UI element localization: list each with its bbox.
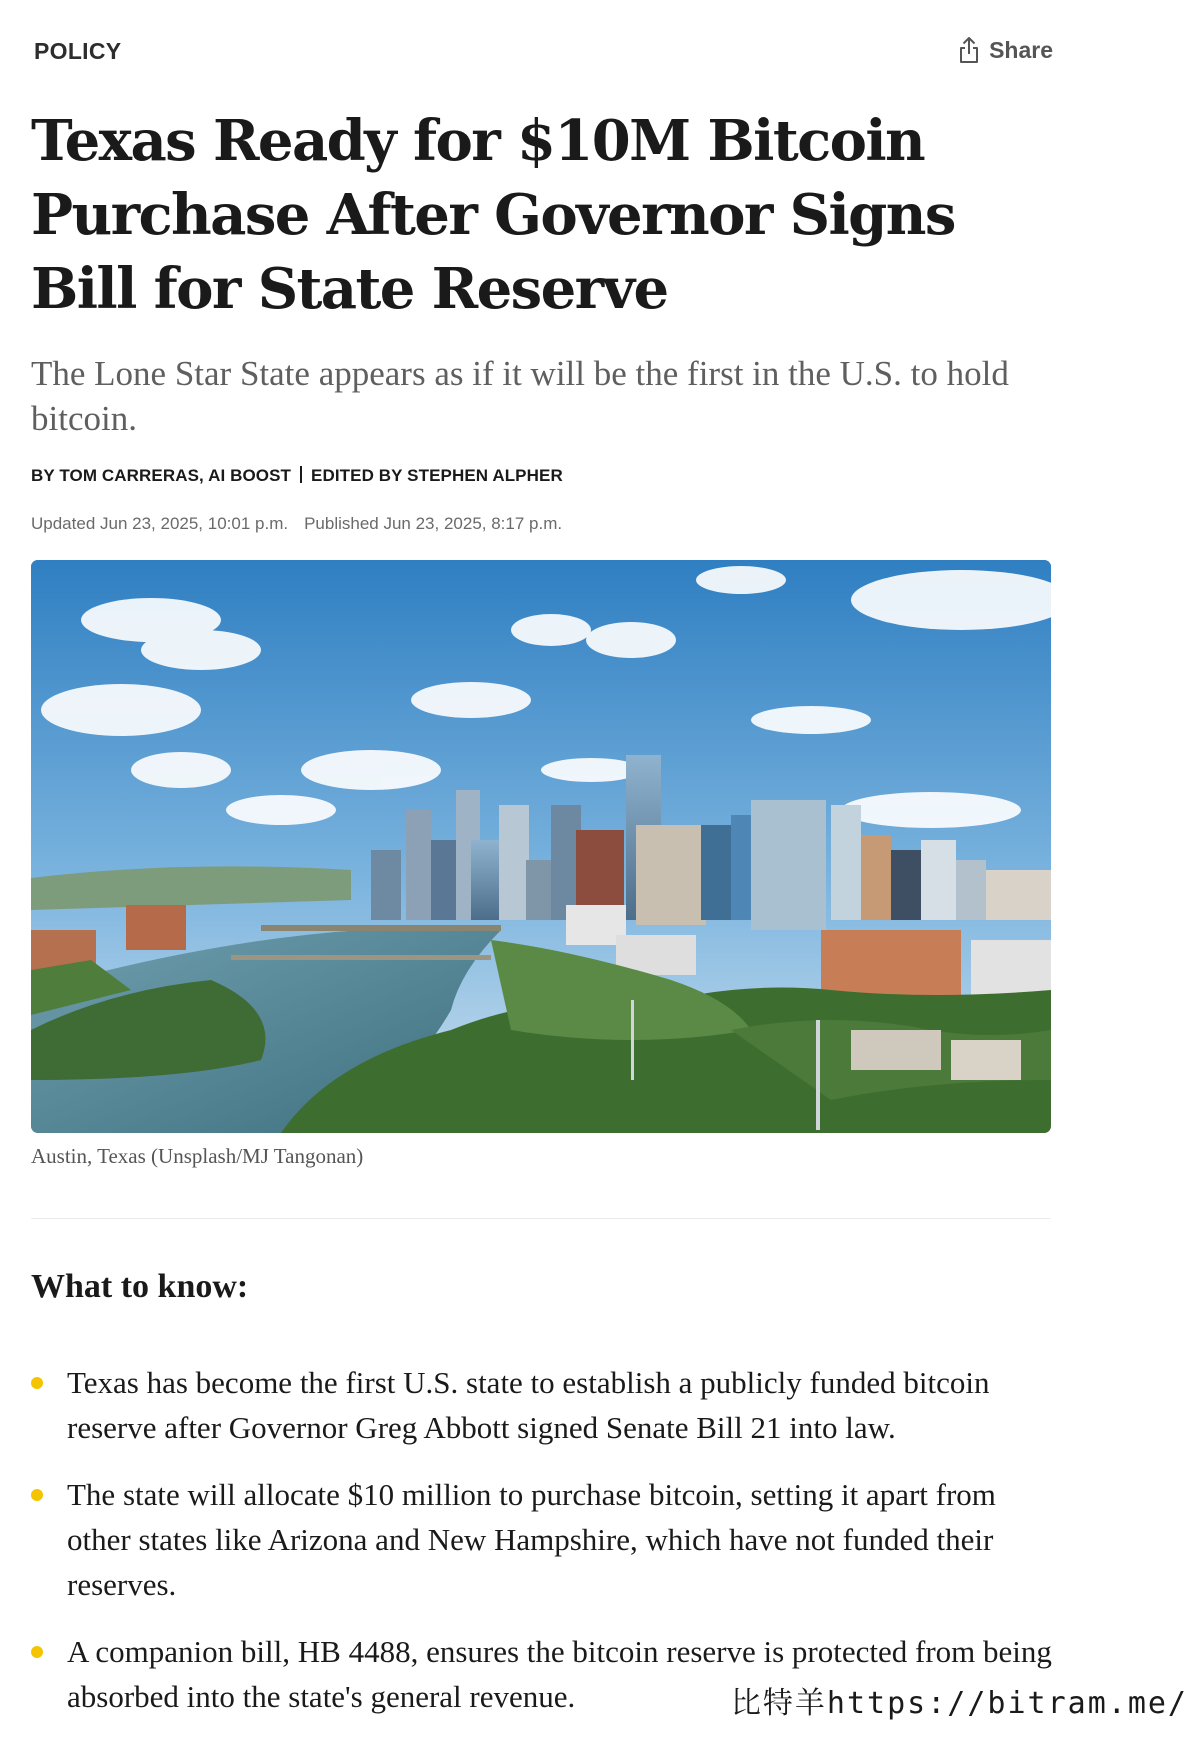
list-item [31, 1360, 1061, 1450]
byline-authors[interactable]: BY TOM CARRERAS, AI BOOST [31, 466, 292, 485]
article-headline: Texas Ready for $10M Bitcoin Purchase After Governor Signs Bill for State Reserve [31, 108, 955, 322]
section-divider [31, 1218, 1051, 1219]
share-button[interactable] [958, 36, 1053, 64]
byline [31, 466, 563, 486]
byline-editor[interactable]: EDITED BY STEPHEN ALPHER [311, 466, 563, 485]
hero-photo-austin-skyline [31, 560, 1051, 1133]
what-to-know-heading: What to know: [31, 1268, 249, 1305]
watermark-overlay: 比特羊https://bitram.me/ [725, 1676, 1192, 1722]
article-topbar [33, 38, 1053, 70]
published-date: Published Jun 23, 2025, 8:17 p.m. [304, 514, 563, 533]
share-label: Share [989, 36, 1053, 63]
hero-caption: Austin, Texas (Unsplash/MJ Tangonan) [31, 1144, 364, 1168]
article-dek: The Lone Star State appears as if it will be the first in the U.S. to hold bitcoin. [31, 354, 1009, 438]
share-icon [958, 36, 980, 64]
bullet-dot-icon [31, 1489, 43, 1501]
article-dates [31, 514, 562, 534]
list-item [31, 1472, 1061, 1607]
list-item-text: A companion bill, HB 4488, ensures the bitcoin reserve is protected from being absorbed into the state's general revenue. [67, 1634, 1052, 1714]
bullet-dot-icon [31, 1377, 43, 1389]
list-item-text: Texas has become the first U.S. state to establish a publicly funded bitcoin reserve after Governor Greg Abbott signed Senate Bill 21 into law. [67, 1365, 990, 1445]
section-label[interactable]: POLICY [34, 38, 122, 64]
bullet-dot-icon [31, 1646, 43, 1658]
updated-date: Updated Jun 23, 2025, 10:01 p.m. [31, 514, 289, 533]
list-item-text: The state will allocate $10 million to purchase bitcoin, setting it apart from other states like Arizona and New Hampshire, which have not funded their reserves. [67, 1477, 996, 1602]
hero-image [31, 560, 1051, 1133]
byline-separator [300, 466, 302, 483]
